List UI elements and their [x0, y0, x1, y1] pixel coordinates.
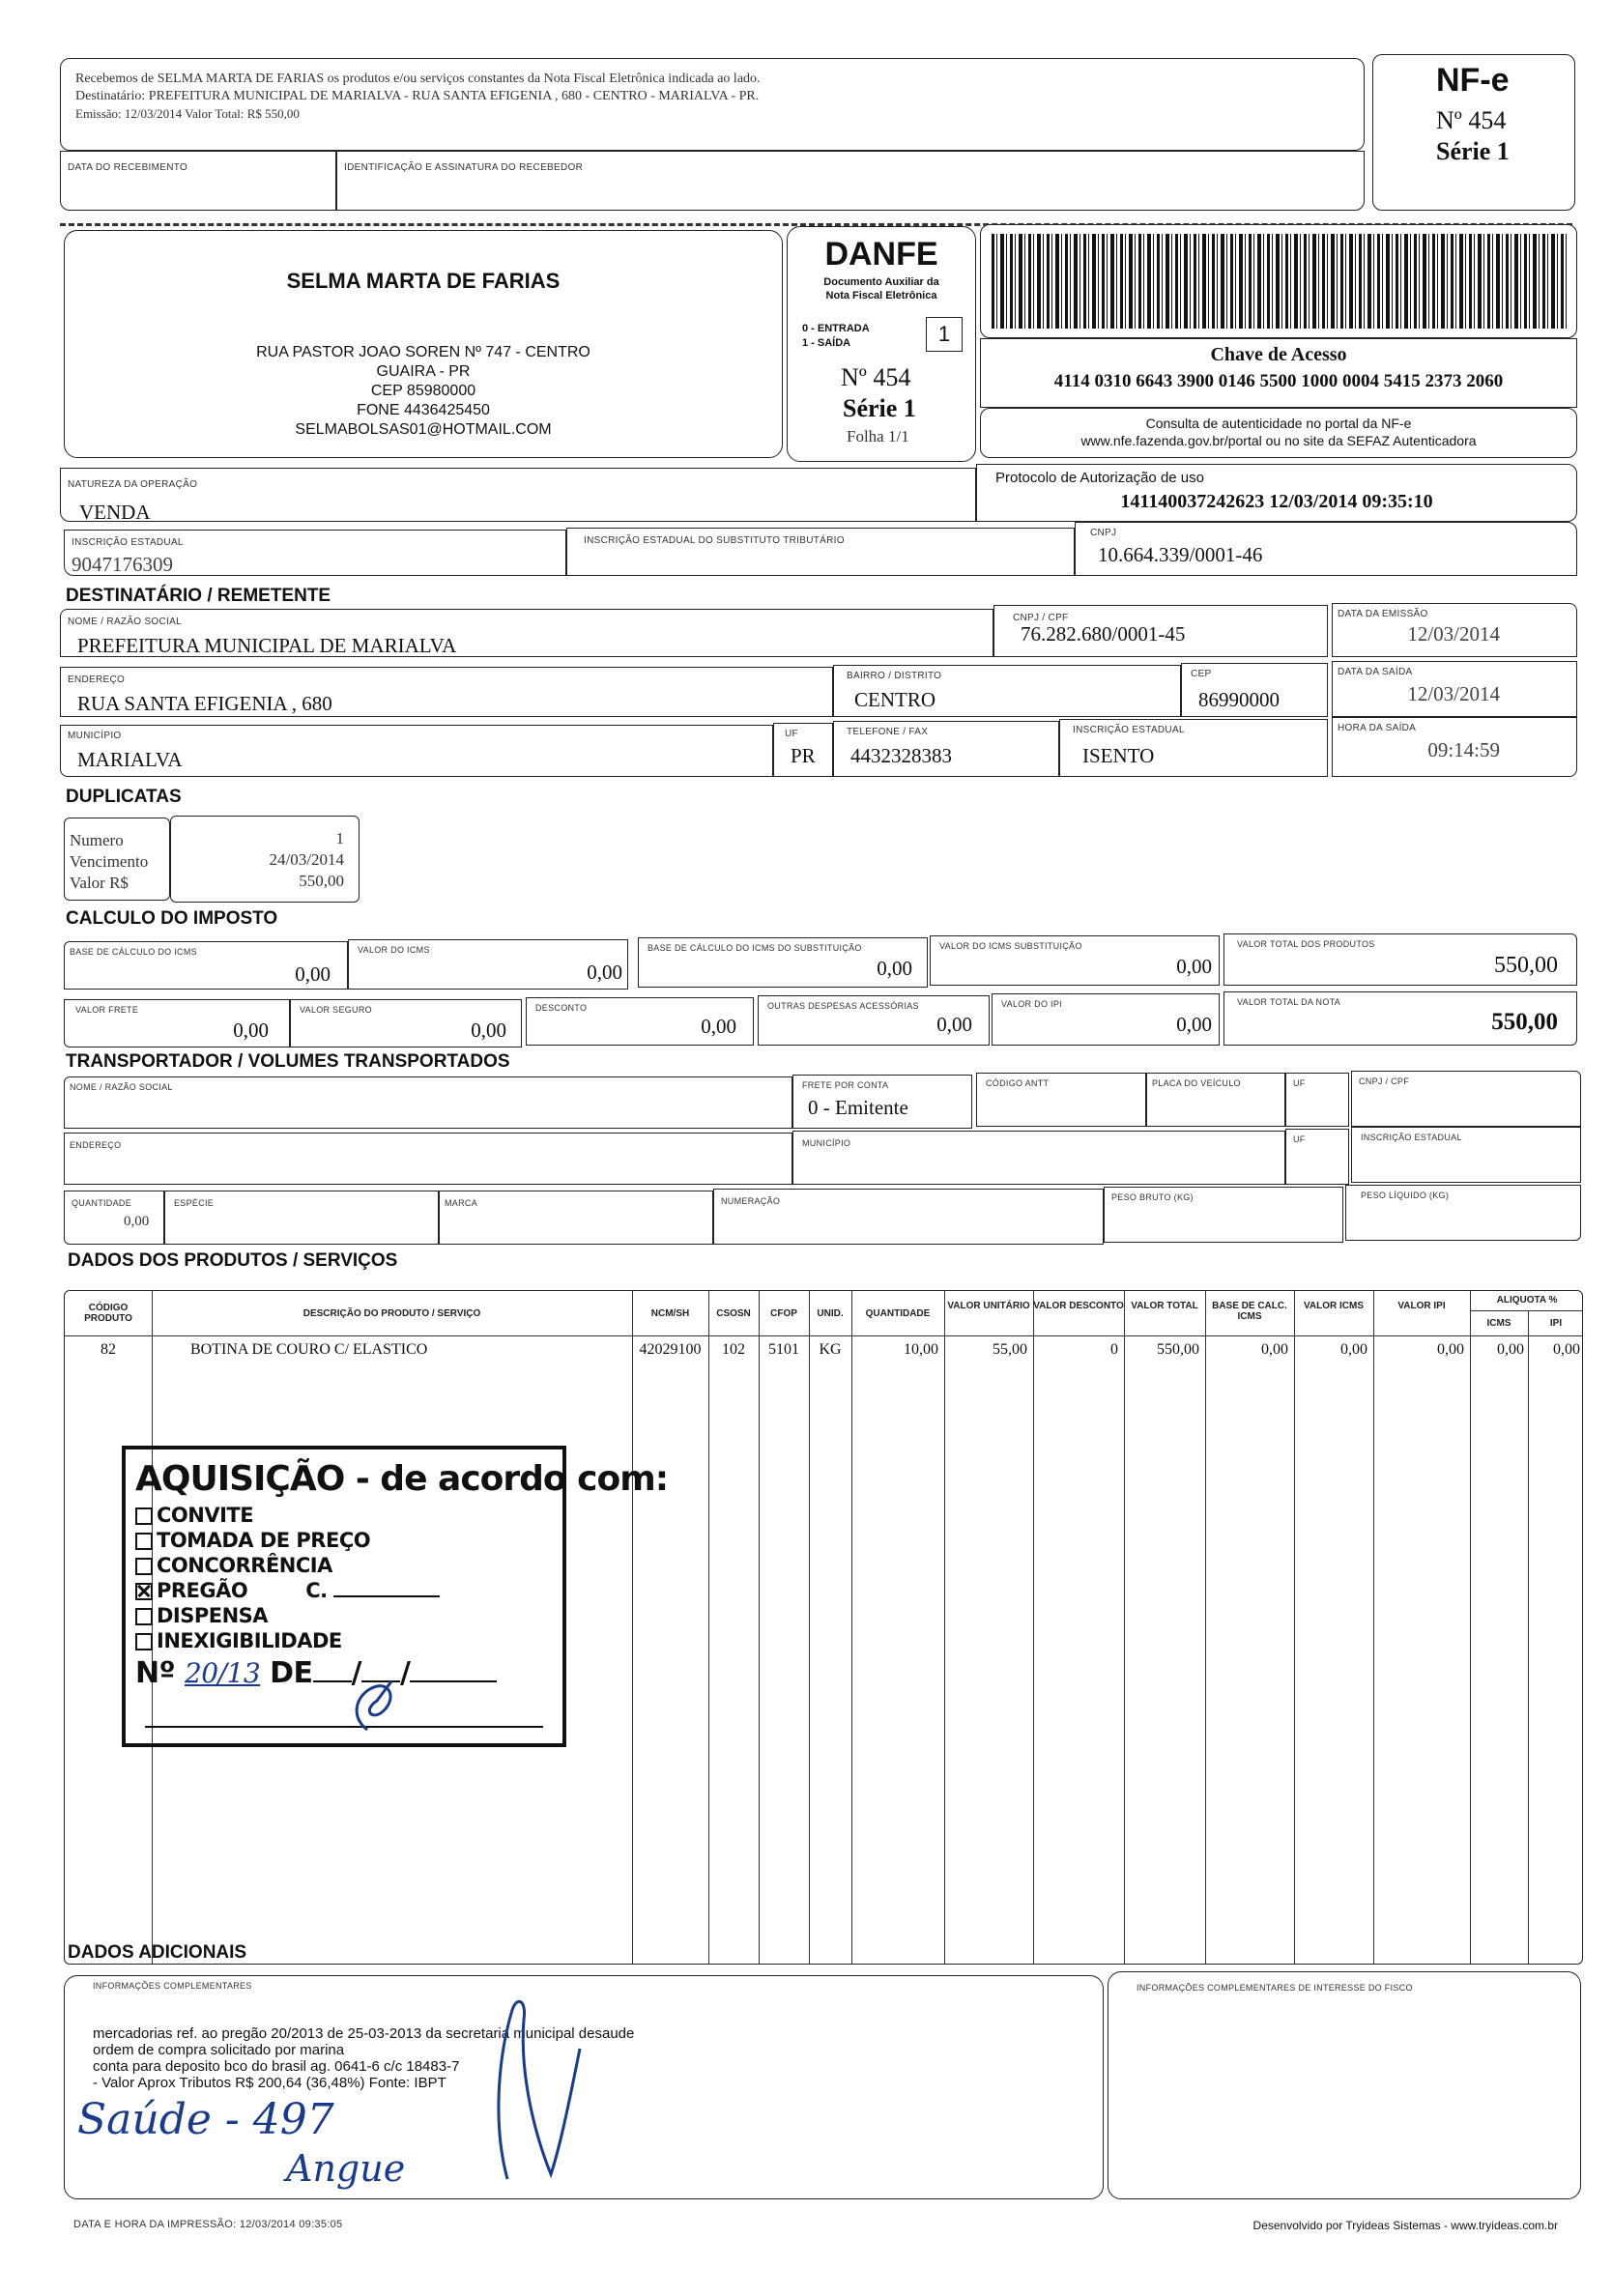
td-aliq-icms: 0,00 — [1497, 1341, 1524, 1358]
th-descricao: DESCRIÇÃO DO PRODUTO / SERVIÇO — [302, 1308, 481, 1319]
seguro: 0,00 — [471, 1019, 506, 1042]
tr-qtd-label: QUANTIDADE — [72, 1198, 132, 1208]
dest-bairro: CENTRO — [854, 688, 936, 711]
dest-ie-label: INSCRIÇÃO ESTADUAL — [1073, 725, 1185, 735]
tr-frete: 0 - Emitente — [808, 1096, 908, 1119]
icms-st-label: VALOR DO ICMS SUBSTITUIÇÃO — [939, 941, 1082, 951]
nfe-stub-number: Nº 454 — [1436, 106, 1507, 134]
receipt-date-box — [60, 151, 336, 211]
tr-liquido-label: PESO LÍQUIDO (KG) — [1361, 1191, 1450, 1200]
transporte-section: TRANSPORTADOR / VOLUMES TRANSPORTADOS — [66, 1051, 510, 1072]
td-cfop: 5101 — [768, 1341, 799, 1358]
natureza-value: VENDA — [79, 501, 151, 524]
nfe-stub-title: NF-e — [1436, 62, 1510, 99]
total-nota: 550,00 — [1491, 1009, 1558, 1035]
danfe-number: Nº 454 — [841, 363, 911, 391]
td-descricao: BOTINA DE COURO C/ ELASTICO — [190, 1341, 428, 1358]
stamp-tomada: TOMADA DE PREÇO — [135, 1529, 370, 1552]
td-qtd: 10,00 — [904, 1341, 938, 1358]
stamp-pregao: PREGÃO C. — [135, 1579, 440, 1602]
stamp-title: AQUISIÇÃO - de acordo com: — [135, 1459, 669, 1499]
outras: 0,00 — [936, 1013, 972, 1036]
handwritten-angue: Angue — [286, 2147, 406, 2190]
issuer-email: SELMABOLSAS01@HOTMAIL.COM — [295, 421, 552, 438]
tr-ie-label: INSCRIÇÃO ESTADUAL — [1361, 1133, 1462, 1142]
danfe-saida: 1 - SAÍDA — [802, 337, 851, 349]
total-prod: 550,00 — [1494, 953, 1558, 978]
icms-st: 0,00 — [1176, 955, 1212, 978]
icms: 0,00 — [587, 961, 622, 984]
dup-numero: 1 — [335, 829, 344, 847]
produtos-section: DADOS DOS PRODUTOS / SERVIÇOS — [68, 1250, 398, 1271]
dest-end: RUA SANTA EFIGENIA , 680 — [77, 692, 332, 715]
bc-icms: 0,00 — [295, 962, 331, 986]
td-unid: KG — [819, 1341, 842, 1358]
icms-label: VALOR DO ICMS — [358, 945, 430, 955]
dest-hora: 09:14:59 — [1427, 738, 1500, 761]
th-codigo: CÓDIGO PRODUTO — [84, 1303, 132, 1324]
th-desconto: VALOR DESCONTO — [1033, 1301, 1124, 1311]
aquisicao-stamp — [122, 1446, 669, 1747]
tr-mun-box — [792, 1131, 1285, 1185]
duplicatas-section: DUPLICATAS — [66, 787, 182, 807]
total-prod-label: VALOR TOTAL DOS PRODUTOS — [1237, 939, 1375, 949]
dup-venc-label: Vencimento — [70, 852, 149, 871]
stamp-concorrencia: CONCORRÊNCIA — [135, 1554, 332, 1577]
dest-ie: ISENTO — [1082, 744, 1155, 767]
th-cfop: CFOP — [770, 1308, 797, 1319]
stamp-numero-handwritten: 20/13 — [184, 1657, 261, 1689]
info-comp-label: INFORMAÇÕES COMPLEMENTARES — [93, 1981, 252, 1991]
ipi: 0,00 — [1176, 1013, 1212, 1036]
tr-especie-label: ESPÉCIE — [174, 1198, 215, 1208]
chave-value: 4114 0310 6643 3900 0146 5500 1000 0004 5415 2373 2060 — [1053, 371, 1504, 391]
dest-emissao: 12/03/2014 — [1407, 622, 1500, 646]
dup-valor-label: Valor R$ — [70, 874, 129, 892]
dest-saida-label: DATA DA SAÍDA — [1338, 667, 1413, 677]
dup-numero-label: Numero — [70, 831, 124, 849]
dest-uf: PR — [791, 744, 816, 767]
bc-st: 0,00 — [877, 957, 912, 980]
th-aliquota: ALIQUOTA % — [1496, 1295, 1558, 1306]
bc-st-label: BASE DE CÁLCULO DO ICMS DO SUBSTITUIÇÃO — [648, 943, 862, 953]
th-ipi: VALOR IPI — [1397, 1301, 1446, 1311]
outras-label: OUTRAS DESPESAS ACESSÓRIAS — [767, 1001, 919, 1011]
ipi-label: VALOR DO IPI — [1001, 999, 1062, 1009]
cnpj-label: CNPJ — [1090, 528, 1117, 538]
issuer-cep: CEP 85980000 — [370, 383, 476, 399]
imposto-section: CALCULO DO IMPOSTO — [66, 908, 278, 929]
stamp-signature — [338, 1662, 416, 1739]
tr-nome-box — [64, 1076, 792, 1129]
dest-nome-label: NOME / RAZÃO SOCIAL — [68, 617, 182, 627]
receipt-sign-box — [336, 151, 1365, 211]
tr-marca-box — [439, 1191, 713, 1245]
dest-hora-label: HORA DA SAÍDA — [1338, 723, 1417, 733]
checkbox-inexigibilidade — [135, 1633, 153, 1650]
stamp-dispensa: DISPENSA — [135, 1604, 268, 1627]
frete: 0,00 — [233, 1019, 269, 1042]
tr-qtd: 0,00 — [124, 1214, 150, 1229]
checkbox-dispensa — [135, 1608, 153, 1625]
checkbox-concorrencia — [135, 1558, 153, 1575]
footer-impressao: DATA E HORA DA IMPRESSÃO: 12/03/2014 09:35:05 — [73, 2219, 343, 2230]
td-ncm: 42029100 — [639, 1341, 702, 1358]
info-line2: ordem de compra solicitado por marina — [93, 2042, 345, 2058]
protocolo-label: Protocolo de Autorização de uso — [995, 470, 1204, 486]
info-fisco-label: INFORMAÇÕES COMPLEMENTARES DE INTERESSE DO FISCO — [1137, 1983, 1413, 1993]
desconto: 0,00 — [701, 1015, 736, 1038]
ie-value: 9047176309 — [72, 553, 173, 576]
info-line4: - Valor Aprox Tributos R$ 200,64 (36,48%) Fonte: IBPT — [93, 2075, 446, 2091]
receipt-date-label: DATA DO RECEBIMENTO — [68, 162, 188, 173]
checkbox-tomada — [135, 1533, 153, 1550]
issuer-phone: FONE 4436425450 — [357, 402, 490, 418]
tr-placa-label: PLACA DO VEÍCULO — [1152, 1078, 1241, 1088]
tr-cnpj-label: CNPJ / CPF — [1359, 1076, 1410, 1086]
issuer-city: GUAIRA - PR — [376, 363, 471, 380]
dest-saida: 12/03/2014 — [1407, 682, 1500, 705]
consulta-line2: www.nfe.fazenda.gov.br/portal ou no site da SEFAZ Autenticadora — [1080, 433, 1477, 448]
checkbox-pregao-checked — [135, 1583, 153, 1600]
tr-end-label: ENDEREÇO — [70, 1140, 122, 1150]
danfe-serie: Série 1 — [843, 394, 916, 422]
th-unitario: VALOR UNITÁRIO — [947, 1301, 1030, 1311]
handwritten-signature-mark — [454, 1981, 599, 2194]
tr-uf2-label: UF — [1293, 1134, 1306, 1144]
frete-label: VALOR FRETE — [75, 1005, 139, 1015]
barcode — [992, 234, 1568, 329]
td-unitario: 55,00 — [993, 1341, 1027, 1358]
th-aliq-ipi: IPI — [1549, 1318, 1563, 1329]
checkbox-convite — [135, 1507, 153, 1525]
th-bc-icms: BASE DE CALC. ICMS — [1212, 1301, 1287, 1322]
stamp-convite: CONVITE — [135, 1504, 253, 1527]
tr-frete-label: FRETE POR CONTA — [802, 1080, 889, 1090]
dest-end-label: ENDEREÇO — [68, 674, 126, 685]
dest-cnpj: 76.282.680/0001-45 — [1021, 622, 1186, 646]
adicionais-section: DADOS ADICIONAIS — [68, 1942, 247, 1963]
ie-st-label: INSCRIÇÃO ESTADUAL DO SUBSTITUTO TRIBUTÁRIO — [584, 535, 845, 546]
receipt-sign-label: IDENTIFICAÇÃO E ASSINATURA DO RECEBEDOR — [344, 162, 584, 173]
td-icms: 0,00 — [1340, 1341, 1367, 1358]
receipt-line3: Emissão: 12/03/2014 Valor Total: R$ 550,00 — [75, 106, 300, 121]
info-line3: conta para deposito bco do brasil ag. 0641-6 c/c 18483-7 — [93, 2058, 460, 2075]
info-fisco-box — [1108, 1971, 1581, 2199]
ie-label: INSCRIÇÃO ESTADUAL — [72, 537, 184, 548]
td-ipi: 0,00 — [1437, 1341, 1464, 1358]
td-codigo: 82 — [101, 1341, 116, 1358]
danfe-sub2: Nota Fiscal Eletrônica — [825, 290, 937, 301]
dest-mun: MARIALVA — [77, 748, 183, 771]
td-bc-icms: 0,00 — [1261, 1341, 1288, 1358]
td-aliq-ipi: 0,00 — [1553, 1341, 1580, 1358]
issuer-name: SELMA MARTA DE FARIAS — [286, 269, 561, 293]
dest-uf-label: UF — [785, 729, 798, 739]
footer-dev: Desenvolvido por Tryideas Sistemas - www.tryideas.com.br — [1252, 2219, 1558, 2232]
dest-fone: 4432328383 — [850, 744, 952, 767]
th-aliq-icms: ICMS — [1486, 1318, 1511, 1329]
tr-uf-label: UF — [1293, 1078, 1306, 1088]
dest-cnpj-label: CNPJ / CPF — [1013, 613, 1069, 623]
destinatario-section: DESTINATÁRIO / REMETENTE — [66, 586, 331, 606]
stamp-inexigibilidade: INEXIGIBILIDADE — [135, 1629, 342, 1652]
seguro-label: VALOR SEGURO — [300, 1005, 372, 1015]
tr-end-box — [64, 1133, 792, 1185]
tr-num-label: NUMERAÇÃO — [721, 1196, 781, 1206]
total-nota-label: VALOR TOTAL DA NOTA — [1237, 997, 1341, 1007]
tr-marca-label: MARCA — [445, 1198, 478, 1208]
protocolo-value: 141140037242623 12/03/2014 09:35:10 — [1120, 491, 1433, 512]
desconto-label: DESCONTO — [535, 1003, 588, 1013]
danfe-folha: Folha 1/1 — [847, 427, 909, 445]
dup-vencimento: 24/03/2014 — [269, 850, 344, 869]
tr-bruto-label: PESO BRUTO (KG) — [1111, 1192, 1194, 1202]
tr-nome-label: NOME / RAZÃO SOCIAL — [70, 1082, 173, 1092]
tr-mun-label: MUNICÍPIO — [802, 1138, 851, 1148]
dest-bairro-label: BAIRRO / DISTRITO — [847, 671, 942, 681]
th-unid: UNID. — [817, 1308, 844, 1319]
dest-fone-label: TELEFONE / FAX — [847, 727, 929, 737]
dest-cep: 86990000 — [1198, 688, 1280, 711]
danfe-title: DANFE — [824, 236, 938, 273]
info-line1: mercadorias ref. ao pregão 20/2013 de 25-03-2013 da secretaria municipal desaude — [93, 2025, 635, 2042]
dest-mun-label: MUNICÍPIO — [68, 731, 122, 741]
issuer-address: RUA PASTOR JOAO SOREN Nº 747 - CENTRO — [256, 344, 590, 360]
td-csosn: 102 — [722, 1341, 745, 1358]
th-ncm: NCM/SH — [650, 1308, 690, 1319]
chave-label: Chave de Acesso — [1210, 344, 1347, 365]
receipt-line1: Recebemos de SELMA MARTA DE FARIAS os produtos e/ou serviços constantes da Nota Fiscal Eletrônica indicada ao lado. — [75, 72, 761, 86]
tr-antt-label: CÓDIGO ANTT — [986, 1078, 1050, 1088]
handwritten-saude: Saúde - 497 — [77, 2095, 334, 2144]
natureza-label: NATUREZA DA OPERAÇÃO — [68, 479, 198, 490]
dup-valor: 550,00 — [299, 872, 344, 890]
stamp-numero: Nº 20/13 DE / / — [135, 1656, 497, 1690]
cnpj-value: 10.664.339/0001-46 — [1098, 543, 1263, 566]
consulta-line1: Consulta de autenticidade no portal da NF-e — [1145, 416, 1412, 431]
dest-emissao-label: DATA DA EMISSÃO — [1338, 609, 1428, 619]
th-icms: VALOR ICMS — [1303, 1301, 1365, 1311]
bc-icms-label: BASE DE CÁLCULO DO ICMS — [70, 947, 197, 957]
td-desconto: 0 — [1110, 1341, 1118, 1358]
receipt-line2: Destinatário: PREFEITURA MUNICIPAL DE MARIALVA - RUA SANTA EFIGENIA , 680 - CENTRO - MARIALVA - PR. — [75, 89, 760, 103]
danfe-entrada: 0 - ENTRADA — [802, 323, 870, 334]
danfe-sub1: Documento Auxiliar da — [823, 276, 939, 288]
natureza-box — [60, 468, 976, 522]
danfe-tipo: 1 — [926, 317, 963, 352]
nfe-stub-serie: Série 1 — [1436, 137, 1510, 165]
th-total: VALOR TOTAL — [1131, 1301, 1198, 1311]
dest-nome: PREFEITURA MUNICIPAL DE MARIALVA — [77, 634, 457, 657]
td-total: 550,00 — [1157, 1341, 1199, 1358]
dest-cep-label: CEP — [1191, 669, 1212, 679]
th-qtd: QUANTIDADE — [865, 1308, 931, 1319]
th-csosn: CSOSN — [716, 1308, 751, 1319]
